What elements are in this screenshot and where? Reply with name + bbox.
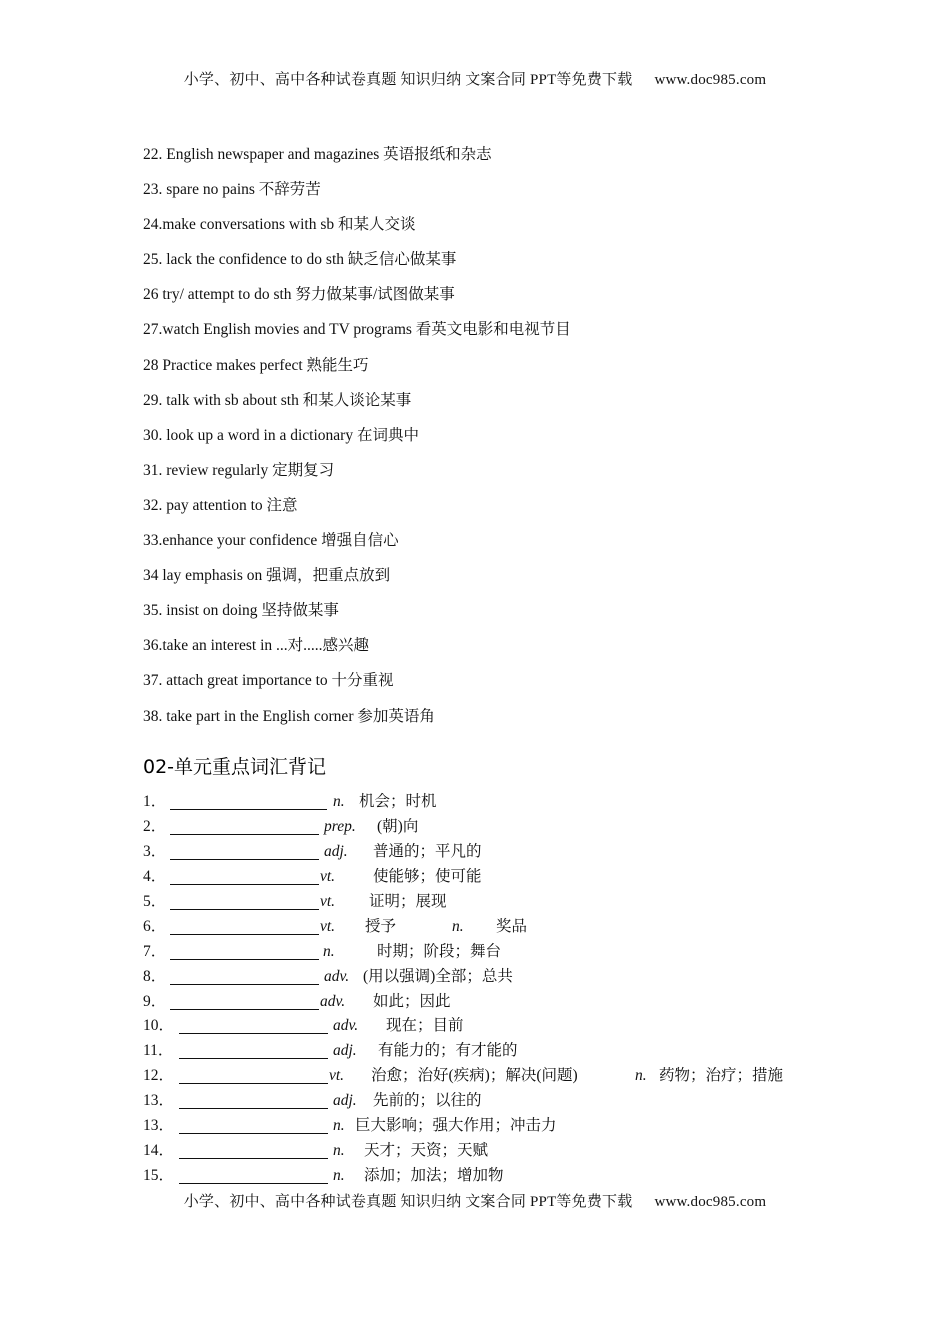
vocab-number: 4．: [143, 867, 167, 885]
vocab-number: 11．: [143, 1042, 174, 1060]
part-of-speech: adv.: [320, 992, 346, 1010]
phrase-item: 29. talk with sb about sth 和某人谈论某事: [143, 391, 412, 409]
part-of-speech: adv.: [324, 967, 350, 985]
meaning: 有能力的；有才能的: [378, 1042, 518, 1060]
meaning: 机会；时机: [359, 793, 437, 810]
meaning-secondary: 药物；治疗；措施: [659, 1067, 784, 1085]
meaning: 治愈；治好(疾病)；解决(问题): [371, 1067, 578, 1085]
part-of-speech: vt.: [320, 917, 336, 935]
meaning: (朝)向: [377, 817, 419, 835]
phrase-item: 38. take part in the English corner 参加英语角: [143, 707, 435, 725]
section-title: 02-单元重点词汇背记: [143, 756, 327, 778]
vocab-number: 15．: [143, 1167, 175, 1185]
vocab-list: [143, 790, 823, 1189]
vocab-number: 5．: [143, 892, 167, 910]
part-of-speech: adv.: [333, 1017, 359, 1035]
part-of-speech: n.: [333, 1167, 345, 1185]
vocab-item: [143, 840, 823, 865]
part-of-speech: adj.: [324, 842, 348, 860]
vocab-item: [143, 940, 823, 965]
part-of-speech: n.: [333, 1142, 345, 1160]
header-text: 小学、初中、高中各种试卷真题 知识归纳 文案合同 PPT等免费下载: [183, 72, 633, 88]
vocab-item: [143, 890, 823, 915]
vocab-item: [143, 1089, 823, 1114]
meaning-secondary: 奖品: [496, 917, 528, 935]
answer-blank[interactable]: [170, 1009, 319, 1010]
part-of-speech: vt.: [320, 892, 336, 910]
vocab-item: [143, 815, 823, 840]
vocab-item: [143, 1139, 823, 1164]
phrase-item: 27.watch English movies and TV programs 看英文电影和电视节目: [143, 321, 571, 339]
part-of-speech-secondary: n.: [635, 1067, 647, 1085]
vocab-item: [143, 965, 823, 990]
vocab-item: [143, 1164, 823, 1189]
answer-blank[interactable]: [179, 1183, 328, 1184]
phrase-item: 23. spare no pains 不辞劳苦: [143, 181, 321, 199]
vocab-number: 13．: [143, 1117, 175, 1135]
answer-blank[interactable]: [179, 1108, 328, 1109]
phrase-item: 31. review regularly 定期复习: [143, 461, 335, 479]
meaning: 天才；天资；天赋: [364, 1142, 489, 1160]
phrase-item: 34 lay emphasis on 强调，把重点放到: [143, 567, 391, 585]
phrase-list: [143, 144, 903, 741]
meaning: 授予: [365, 917, 397, 935]
phrase-item: 25. lack the confidence to do sth 缺乏信心做某事: [143, 251, 457, 269]
vocab-number: 6．: [143, 917, 167, 935]
page-header: [0, 68, 950, 89]
meaning: 现在；目前: [386, 1017, 464, 1035]
part-of-speech-secondary: n.: [452, 917, 464, 935]
phrase-item: 33.enhance your confidence 增强自信心: [143, 532, 399, 550]
answer-blank[interactable]: [170, 909, 319, 910]
meaning: 先前的；以往的: [373, 1092, 482, 1110]
answer-blank[interactable]: [179, 1133, 328, 1134]
answer-blank[interactable]: [170, 934, 319, 935]
part-of-speech: n.: [323, 942, 335, 960]
meaning: 巨大影响；强大作用；冲击力: [355, 1117, 557, 1135]
vocab-item: [143, 1014, 823, 1039]
answer-blank[interactable]: [170, 959, 319, 960]
meaning: 添加；加法；增加物: [364, 1167, 504, 1185]
answer-blank[interactable]: [170, 984, 319, 985]
vocab-item: [143, 1039, 823, 1064]
vocab-number: 2．: [143, 817, 167, 835]
part-of-speech: vt.: [329, 1067, 345, 1085]
header-url[interactable]: www.doc985.com: [654, 72, 767, 88]
meaning: 普通的；平凡的: [373, 842, 482, 860]
part-of-speech: adj.: [333, 1042, 357, 1060]
vocab-item: [143, 990, 823, 1015]
answer-blank[interactable]: [179, 1083, 328, 1084]
phrase-item: 22. English newspaper and magazines 英语报纸和杂志: [143, 146, 492, 163]
vocab-number: 10．: [143, 1017, 175, 1035]
phrase-item: 32. pay attention to 注意: [143, 496, 298, 514]
vocab-number: 12．: [143, 1067, 175, 1085]
vocab-item: [143, 1114, 823, 1139]
vocab-number: 1．: [143, 793, 167, 810]
phrase-item: 37. attach great importance to 十分重视: [143, 672, 394, 690]
page-footer: [0, 1190, 950, 1211]
part-of-speech: adj.: [333, 1092, 357, 1110]
vocab-item: [143, 790, 823, 815]
part-of-speech: vt.: [320, 867, 336, 885]
vocab-number: 3．: [143, 842, 167, 860]
vocab-number: 14．: [143, 1142, 175, 1160]
answer-blank[interactable]: [170, 884, 319, 885]
answer-blank[interactable]: [179, 1033, 328, 1034]
meaning: 证明；展现: [369, 892, 447, 910]
phrase-item: 30. look up a word in a dictionary 在词典中: [143, 426, 419, 444]
phrase-item: 24.make conversations with sb 和某人交谈: [143, 216, 416, 234]
answer-blank[interactable]: [179, 1158, 328, 1159]
vocab-number: 9．: [143, 992, 167, 1010]
phrase-item: 35. insist on doing 坚持做某事: [143, 602, 339, 620]
vocab-item: [143, 1064, 823, 1089]
meaning: 使能够；使可能: [373, 867, 482, 885]
phrase-item: 36.take an interest in ...对.....感兴趣: [143, 637, 369, 655]
answer-blank[interactable]: [179, 1058, 328, 1059]
phrase-item: 26 try/ attempt to do sth 努力做某事/试图做某事: [143, 286, 455, 304]
part-of-speech: prep.: [324, 817, 356, 835]
meaning: 时期；阶段；舞台: [377, 942, 502, 960]
part-of-speech: n.: [333, 793, 345, 810]
footer-text: 小学、初中、高中各种试卷真题 知识归纳 文案合同 PPT等免费下载: [183, 1194, 633, 1210]
answer-blank[interactable]: [170, 809, 327, 810]
vocab-item: [143, 915, 823, 940]
answer-blank[interactable]: [170, 834, 319, 835]
footer-url[interactable]: www.doc985.com: [654, 1194, 767, 1210]
meaning: (用以强调)全部；总共: [363, 967, 513, 985]
vocab-number: 13．: [143, 1092, 175, 1110]
vocab-number: 7．: [143, 942, 167, 960]
meaning: 如此；因此: [373, 992, 451, 1010]
vocab-number: 8．: [143, 967, 167, 985]
answer-blank[interactable]: [170, 859, 319, 860]
part-of-speech: n.: [333, 1117, 345, 1135]
vocab-item: [143, 865, 823, 890]
phrase-item: 28 Practice makes perfect 熟能生巧: [143, 356, 369, 374]
